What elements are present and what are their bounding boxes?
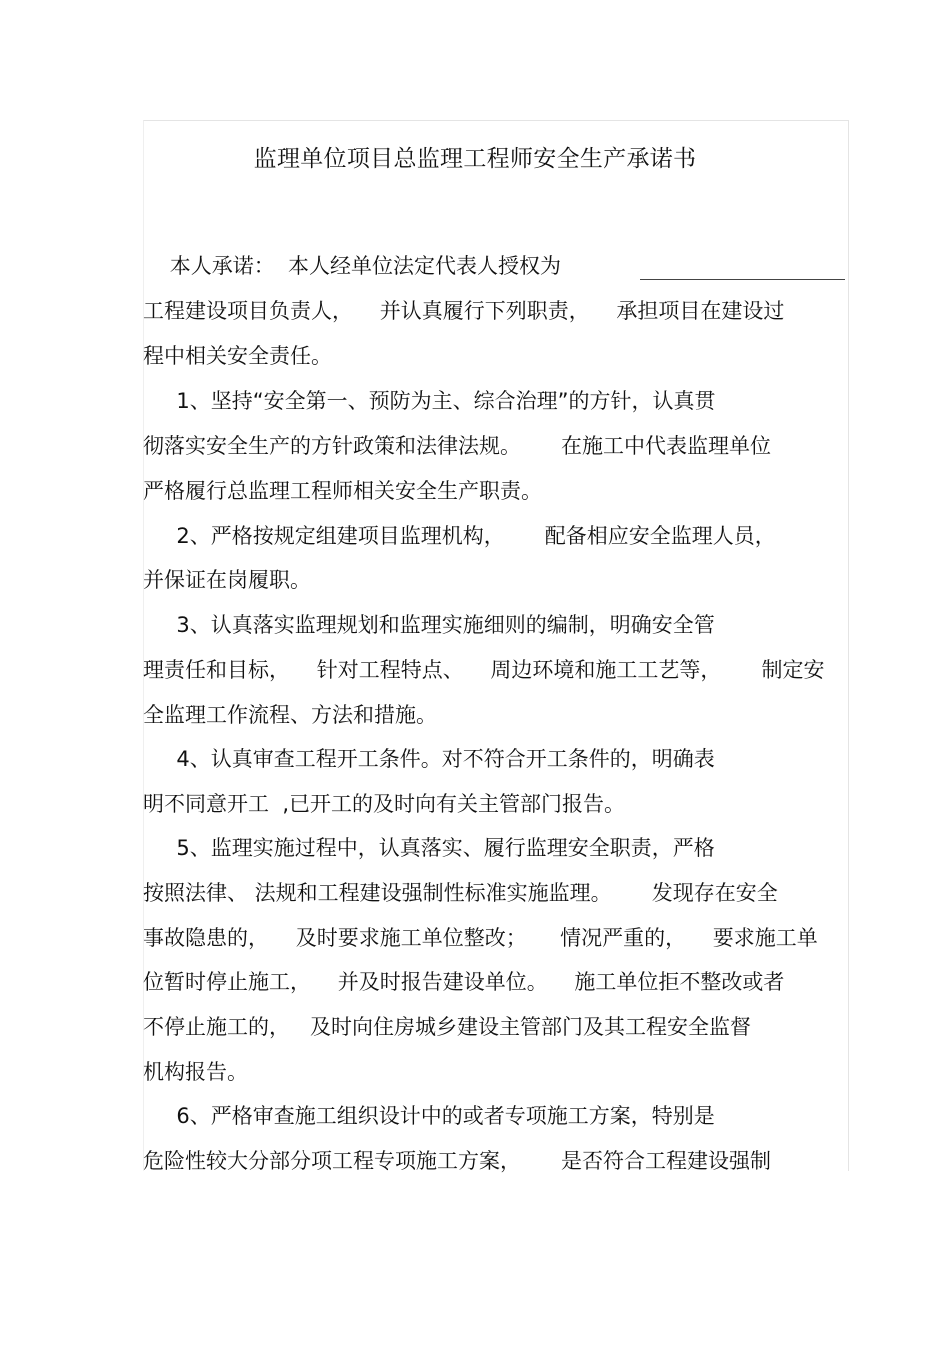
text-line-1: 本人承诺： 本人经单位法定代表人授权为 xyxy=(143,254,562,278)
text-line-20: 6、严格审查施工组织设计中的或者专项施工方案，特别是 xyxy=(143,1104,715,1128)
text-line-6: 严格履行总监理工程师相关安全生产职责。 xyxy=(143,479,542,503)
text-line-14: 5、监理实施过程中，认真落实、履行监理安全职责，严格 xyxy=(143,836,715,860)
text-line-10: 理责任和目标， 针对工程特点、 周边环境和施工工艺等， 制定安 xyxy=(143,658,825,682)
text-line-11: 全监理工作流程、方法和措施。 xyxy=(143,703,437,727)
text-line-7: 2、严格按规定组建项目监理机构， 配备相应安全监理人员， xyxy=(143,524,776,548)
text-line-3: 程中相关安全责任。 xyxy=(143,344,332,368)
text-line-12: 4、认真审查工程开工条件。对不符合开工条件的，明确表 xyxy=(143,747,715,771)
text-line-2: 工程建设项目负责人， 并认真履行下列职责， 承担项目在建设过 xyxy=(143,299,785,323)
text-line-4: 1、坚持“安全第一、预防为主、综合治理”的方针，认真贯 xyxy=(143,389,716,413)
text-line-18: 不停止施工的， 及时向住房城乡建设主管部门及其工程安全监督 xyxy=(143,1015,752,1039)
signature-blank-line xyxy=(640,279,845,280)
text-line-5: 彻落实安全生产的方针政策和法律法规。 在施工中代表监理单位 xyxy=(143,434,772,458)
text-line-16: 事故隐患的， 及时要求施工单位整改； 情况严重的， 要求施工单 xyxy=(143,926,818,950)
text-line-21: 危险性较大分部分项工程专项施工方案， 是否符合工程建设强制 xyxy=(143,1149,772,1173)
page-title: 监理单位项目总监理工程师安全生产承诺书 xyxy=(253,146,697,172)
text-line-17: 位暂时停止施工， 并及时报告建设单位。 施工单位拒不整改或者 xyxy=(143,970,785,994)
text-line-9: 3、认真落实监理规划和监理实施细则的编制，明确安全管 xyxy=(143,613,715,637)
text-line-8: 并保证在岗履职。 xyxy=(143,568,311,592)
text-line-13: 明不同意开工 ,已开工的及时向有关主管部门报告。 xyxy=(143,792,626,816)
text-line-19: 机构报告。 xyxy=(143,1060,248,1084)
text-line-15: 按照法律、 法规和工程建设强制性标准实施监理。 发现存在安全 xyxy=(143,881,778,905)
